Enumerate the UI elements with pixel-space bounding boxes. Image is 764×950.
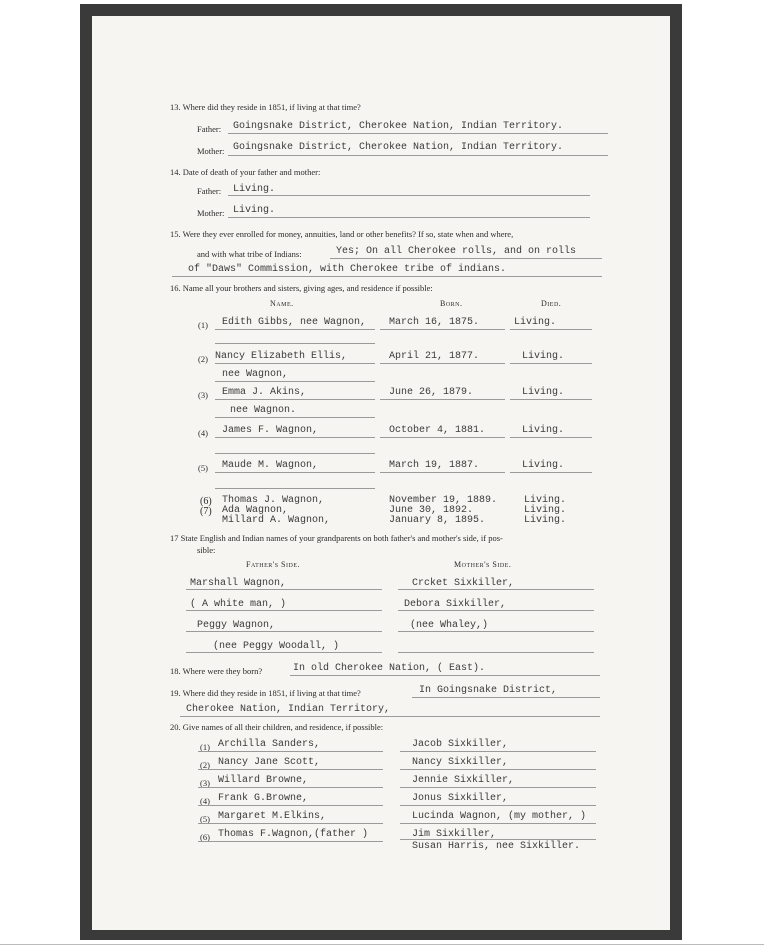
q16-row-1-born: March 16, 1875.	[389, 317, 480, 328]
q16-col-died: Died.	[541, 299, 562, 308]
q16-row-3-num: (3)	[198, 390, 208, 400]
q16-group-name-1: Thomas J. Wagnon,	[222, 495, 325, 506]
q17-mother-line-3	[398, 631, 594, 632]
q20-right-6: Jim Sixkiller,	[412, 829, 497, 840]
q20-right-3: Jennie Sixkiller,	[412, 775, 515, 786]
q16-row-1-line-name2	[215, 343, 375, 344]
q16-row-5-born: March 19, 1887.	[389, 460, 480, 471]
q18-answer: In old Cherokee Nation, ( East).	[293, 663, 486, 674]
q16-row-2-line-died	[510, 363, 592, 364]
q18-answer-line	[290, 675, 600, 676]
q16-row-5-line-died	[510, 472, 592, 473]
q17-mother-1: Crcket Sixkiller,	[412, 578, 515, 589]
document-page	[92, 16, 670, 930]
q16-row-1-died: Living.	[514, 317, 557, 328]
q20-right-line-3	[400, 787, 596, 788]
q20-right-7: Susan Harris, nee Sixkiller.	[412, 841, 581, 852]
q17-mother-line-4	[398, 652, 594, 653]
q20-question: 20. Give names of all their children, and residence, if possible:	[170, 722, 384, 732]
q20-left-line-4	[198, 805, 383, 806]
scan-edge	[0, 944, 764, 945]
q17-mothers-side: Mother's Side.	[454, 560, 512, 569]
q16-row-4-line-died	[510, 437, 592, 438]
q20-right-line-1	[400, 751, 596, 752]
q17-father-4: (nee Peggy Woodall, )	[213, 641, 340, 652]
q16-group-name-2: Ada Wagnon,	[222, 505, 289, 516]
q20-right-line-6	[400, 839, 596, 840]
q16-row-4-name: James F. Wagnon,	[222, 425, 319, 436]
q17-father-line-4	[186, 652, 382, 653]
q16-row-3-line-name2	[215, 417, 375, 418]
q14-mother-label: Mother:	[197, 208, 225, 218]
q19-answer-line-2	[180, 716, 600, 717]
q17-fathers-side: Father's Side.	[246, 560, 301, 569]
q15-question: 15. Were they ever enrolled for money, annuities, land or other benefits? If so, state when and where,	[170, 229, 514, 239]
q14-question: 14. Date of death of your father and mother:	[170, 167, 321, 177]
q20-right-5: Lucinda Wagnon, (my mother, )	[412, 811, 587, 822]
q16-group-born-1: November 19, 1889.	[389, 495, 498, 506]
q19-answer-2: Cherokee Nation, Indian Territory,	[186, 704, 391, 715]
q20-left-6-num: (6)	[200, 832, 210, 842]
q14-mother-line	[228, 217, 590, 218]
q14-mother-value: Living.	[233, 205, 276, 216]
q16-row-3-line-died	[510, 399, 592, 400]
q16-row-3-born: June 26, 1879.	[389, 387, 474, 398]
q14-father-line	[228, 195, 590, 196]
q16-row-2-name: Nancy Elizabeth Ellis,	[215, 351, 348, 362]
q16-group-died-3: Living.	[524, 515, 567, 526]
q16-row-2-num: (2)	[198, 354, 208, 364]
q18-question: 18. Where were they born?	[170, 666, 263, 676]
q16-row-2-born: April 21, 1877.	[389, 351, 480, 362]
q16-row-3-line-name	[215, 399, 375, 400]
q17-question: 17 State English and Indian names of your grandparents on both father's and mother's side, if pos-	[170, 533, 503, 543]
q16-row-4-line-name2	[215, 453, 375, 454]
q16-row-2-line-born	[380, 363, 505, 364]
q20-left-line-2	[198, 769, 383, 770]
q20-left-line-5	[198, 823, 383, 824]
q16-row-3-died: Living.	[522, 387, 565, 398]
q16-group-name-3: Millard A. Wagnon,	[222, 515, 331, 526]
q16-group-born-3: January 8, 1895.	[389, 515, 486, 526]
q16-col-born: Born.	[440, 299, 463, 308]
q17-mother-3: (nee Whaley,)	[410, 620, 489, 631]
q20-left-6-name: Thomas F.Wagnon,(father )	[218, 829, 369, 840]
q16-row-1-line-died	[510, 329, 592, 330]
q17-father-2: ( A white man, )	[190, 599, 287, 610]
q20-left-1-num: (1)	[200, 742, 210, 752]
q19-answer-1: In Goingsnake District,	[419, 685, 558, 696]
q20-left-line-6	[198, 841, 383, 842]
q16-row-4-died: Living.	[522, 425, 565, 436]
q15-answer-line-1	[330, 258, 602, 259]
q17-father-1: Marshall Wagnon,	[190, 578, 287, 589]
q20-right-line-5	[400, 823, 596, 824]
q20-left-5-num: (5)	[200, 814, 210, 824]
q16-row-1-name: Edith Gibbs, nee Wagnon,	[222, 317, 367, 328]
q20-left-4-num: (4)	[200, 796, 210, 806]
q13-mother-line	[228, 155, 608, 156]
q13-father-value: Goingsnake District, Cherokee Nation, Indian Territory.	[233, 121, 564, 132]
q20-right-4: Jonus Sixkiller,	[412, 793, 509, 804]
q16-row-4-line-name	[215, 437, 375, 438]
q16-row-1-line-name	[215, 329, 375, 330]
q16-row-5-died: Living.	[522, 460, 565, 471]
q20-left-1-name: Archilla Sanders,	[218, 739, 321, 750]
q16-row-3-name: Emma J. Akins,	[222, 387, 307, 398]
q13-mother-value: Goingsnake District, Cherokee Nation, Indian Territory.	[233, 142, 564, 153]
q17-mother-line-2	[398, 610, 594, 611]
q15-question-cont: and with what tribe of Indians:	[197, 249, 302, 259]
q17-father-line-3	[186, 631, 382, 632]
q16-row-5-name: Maude M. Wagnon,	[222, 460, 319, 471]
q16-group-died-2: Living.	[524, 505, 567, 516]
q16-col-name: Name.	[270, 299, 294, 308]
q20-left-line-1	[198, 751, 383, 752]
q17-father-line-1	[186, 589, 382, 590]
q15-answer-line-2	[172, 276, 602, 277]
q16-row-2-died: Living.	[522, 351, 565, 362]
q20-left-3-name: Willard Browne,	[218, 775, 309, 786]
q16-row-4-num: (4)	[198, 428, 208, 438]
q16-row-3-name2: nee Wagnon.	[230, 405, 297, 416]
q17-mother-2: Debora Sixkiller,	[404, 599, 507, 610]
q16-row-3-line-born	[380, 399, 505, 400]
q20-right-2: Nancy Sixkiller,	[412, 757, 509, 768]
q17-father-line-2	[186, 610, 382, 611]
q20-right-line-2	[400, 769, 596, 770]
q16-question: 16. Name all your brothers and sisters, giving ages, and residence if possible:	[170, 283, 433, 293]
q16-row-2-line-name	[215, 363, 375, 364]
q13-question: 13. Where did they reside in 1851, if living at that time?	[170, 102, 361, 112]
q16-group-died-1: Living.	[524, 495, 567, 506]
q16-row-5-line-name	[215, 472, 375, 473]
q13-father-line	[228, 133, 608, 134]
q20-left-5-name: Margaret M.Elkins,	[218, 811, 327, 822]
q17-father-3: Peggy Wagnon,	[197, 620, 276, 631]
q20-left-2-name: Nancy Jane Scott,	[218, 757, 321, 768]
q16-row-1-num: (1)	[198, 320, 208, 330]
q20-left-3-num: (3)	[200, 778, 210, 788]
q14-father-value: Living.	[233, 184, 276, 195]
q16-row-5-num: (5)	[198, 463, 208, 473]
q19-answer-line-1	[412, 697, 600, 698]
q15-answer-1: Yes; On all Cherokee rolls, and on rolls	[336, 246, 577, 257]
q16-row-2-line-name2	[215, 381, 375, 382]
q16-row-4-born: October 4, 1881.	[389, 425, 486, 436]
q20-left-2-num: (2)	[200, 760, 210, 770]
q20-right-line-4	[400, 805, 596, 806]
q20-left-4-name: Frank G.Browne,	[218, 793, 309, 804]
q13-father-label: Father:	[197, 124, 222, 134]
q16-group-born-2: June 30, 1892.	[389, 505, 474, 516]
q16-group-nums: (6) (7)	[200, 496, 212, 517]
q20-right-1: Jacob Sixkiller,	[412, 739, 509, 750]
q17-question-cont: sible:	[197, 545, 216, 555]
q15-answer-2: of "Daws" Commission, with Cherokee tribe of indians.	[188, 264, 507, 275]
q17-mother-line-1	[398, 589, 594, 590]
q16-row-1-line-born	[380, 329, 505, 330]
q19-question: 19. Where did they reside in 1851, if living at that time?	[170, 688, 361, 698]
q20-left-line-3	[198, 787, 383, 788]
q16-row-2-name2: nee Wagnon,	[222, 369, 289, 380]
q16-row-5-line-born	[380, 472, 505, 473]
q16-row-4-line-born	[380, 437, 505, 438]
q14-father-label: Father:	[197, 186, 222, 196]
q13-mother-label: Mother:	[197, 146, 225, 156]
q16-row-5-line-name2	[215, 488, 375, 489]
